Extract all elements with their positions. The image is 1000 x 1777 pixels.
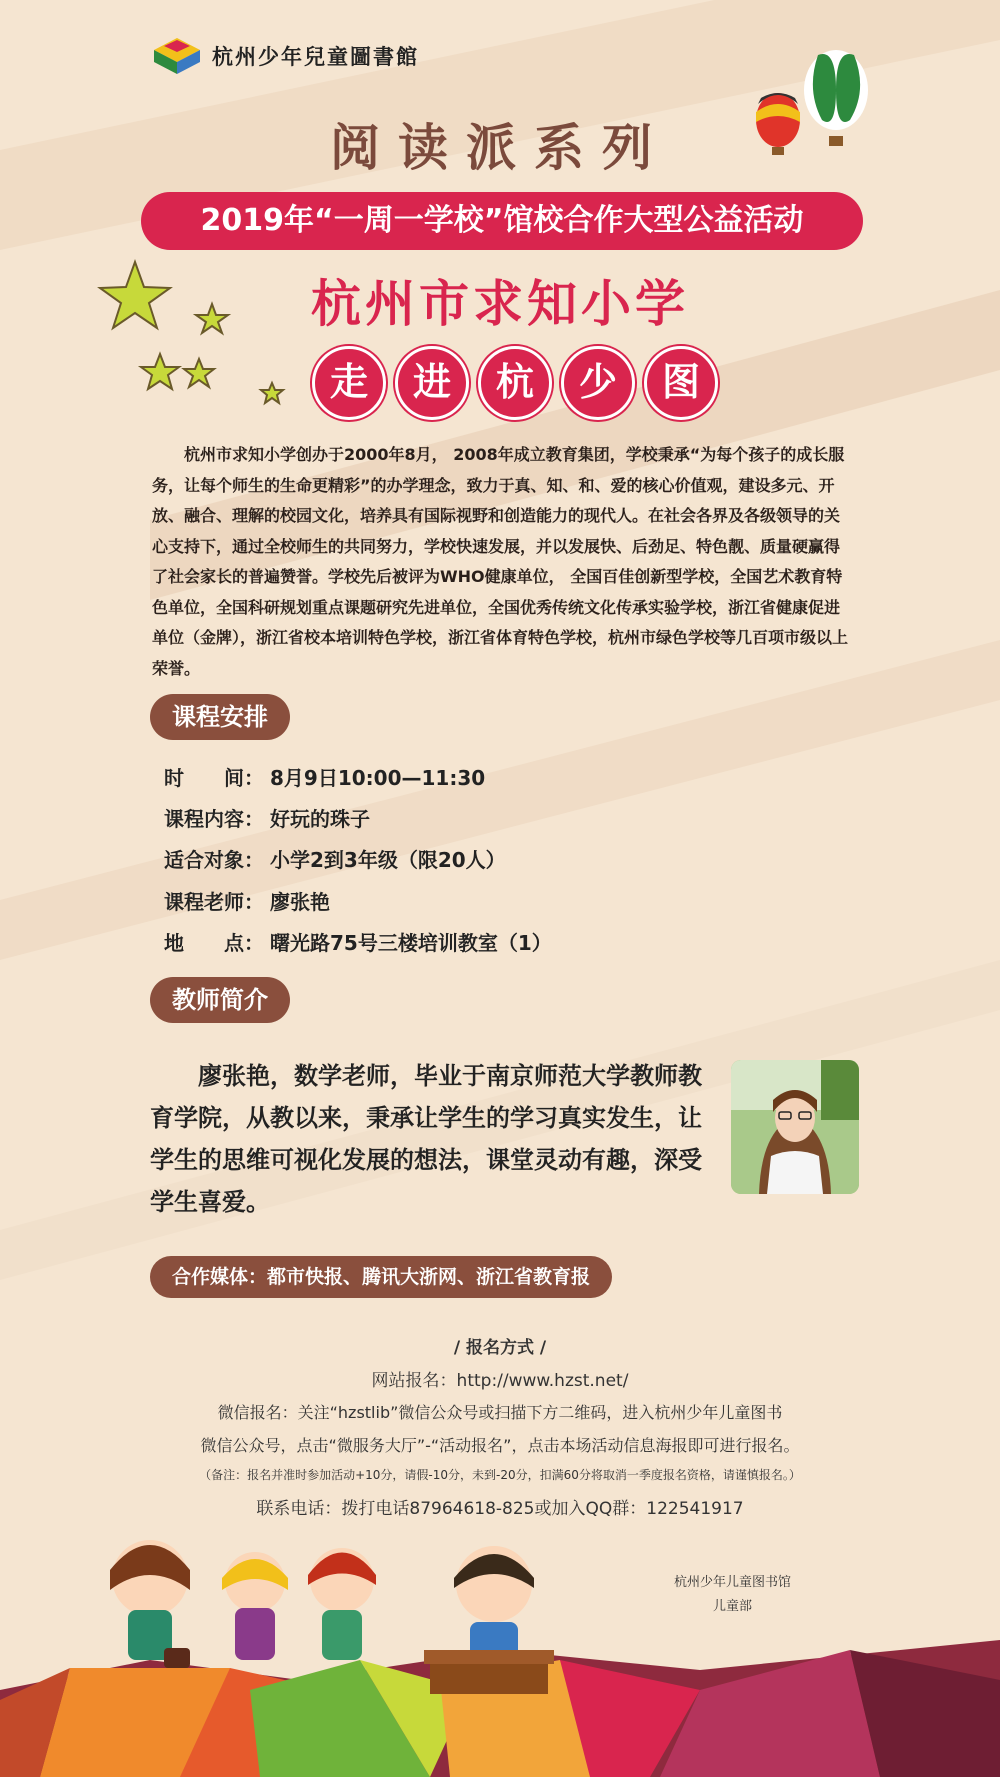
course-info-row xyxy=(164,762,485,791)
registration-wechat-line1: 微信报名：关注“hzstlib”微信公众号或扫描下方二维码，进入杭州少年儿童图书 xyxy=(217,1403,783,1422)
library-logo-icon xyxy=(152,36,202,76)
teacher-photo-image xyxy=(731,1060,859,1194)
teacher-photo xyxy=(731,1060,859,1194)
course-info-row xyxy=(164,927,552,956)
course-info-label: 地 点： xyxy=(164,931,264,955)
title-circles xyxy=(312,346,718,420)
course-info-label: 课程内容： xyxy=(164,807,264,831)
footer-department: 儿童部 xyxy=(712,1599,752,1614)
teacher-bio: 廖张艳，数学老师，毕业于南京师范大学教师教育学院，从教以来，秉承让学生的学习真实发生，让学生的思维可视化发展的想法，课堂灵动有趣，深受学生喜爱。 xyxy=(150,1062,702,1216)
title-circle: 少 xyxy=(561,346,635,420)
library-logo xyxy=(152,36,419,76)
course-info-value: 好玩的珠子 xyxy=(270,807,370,831)
title-circle: 进 xyxy=(395,346,469,420)
media-partners: 合作媒体：都市快报、腾讯大浙网、浙江省教育报 xyxy=(150,1256,612,1298)
teacher-section-title: 教师简介 xyxy=(150,977,290,1023)
course-info-value: 曙光路75号三楼培训教室（1） xyxy=(270,931,552,955)
course-info-value: 小学2到3年级（限20人） xyxy=(270,848,506,872)
registration-phone: 联系电话：拨打电话87964618-825或加入QQ群：122541917 xyxy=(256,1499,744,1519)
registration-website: 网站报名：http://www.hzst.net/ xyxy=(371,1371,629,1391)
library-name: 杭州少年兒童圖書館 xyxy=(212,44,419,69)
title-circle: 走 xyxy=(312,346,386,420)
title-circle: 杭 xyxy=(478,346,552,420)
course-info-label: 课程老师： xyxy=(164,890,264,914)
title-circle: 图 xyxy=(644,346,718,420)
course-info-row xyxy=(164,844,506,873)
registration-title: / 报名方式 / xyxy=(453,1338,547,1358)
footer-organization: 杭州少年儿童图书馆 xyxy=(673,1575,791,1590)
course-info-value: 廖张艳 xyxy=(270,890,330,914)
course-info-label: 时 间： xyxy=(164,766,264,790)
course-info-value: 8月9日10:00—11:30 xyxy=(270,766,486,790)
school-name: 杭州市求知小学 xyxy=(311,275,689,333)
series-title: 阅读派系列 xyxy=(330,119,670,177)
course-section-title: 课程安排 xyxy=(150,694,290,740)
course-info-row xyxy=(164,886,330,915)
school-introduction: 杭州市求知小学创办于2000年8月， 2008年成立教育集团，学校秉承“为每个孩子的成长服务，让每个师生的生命更精彩”的办学理念，致力于真、知、和、爱的核心价值观，建设多元、开放、融合、理解的校园文化，培养具有国际视野和创造能力的现代人。在社会各界及各级领导的关心支持下，通过全校师生的共同努力，学校快速发展，并以发展快、后劲足、特色靓、质量硬赢得了社会家长的普遍赞誉。学校先后被评为WHO健康单位， 全国百佳创新型学校，全国艺术教育特色单位，全国科研规划重点课题研究先进单位，全国优秀传统文化传承实验学校，浙江省健康促进单位（金牌），浙江省校本培训特色学校，浙江省体育特色学校，杭州市绿色学校等几百项市级以上荣誉。 xyxy=(152,445,849,678)
course-info-row xyxy=(164,803,370,832)
course-info-label: 适合对象： xyxy=(164,848,264,872)
registration-note: （备注：报名并准时参加活动+10分，请假-10分，未到-20分，扣满60分将取消一季度报名资格，请谨慎报名。） xyxy=(199,1468,801,1482)
registration-wechat-line2: 微信公众号，点击“微服务大厅”-“活动报名”，点击本场活动信息海报即可进行报名。 xyxy=(200,1436,800,1455)
event-banner: 2019年“一周一学校”馆校合作大型公益活动 xyxy=(141,192,863,250)
